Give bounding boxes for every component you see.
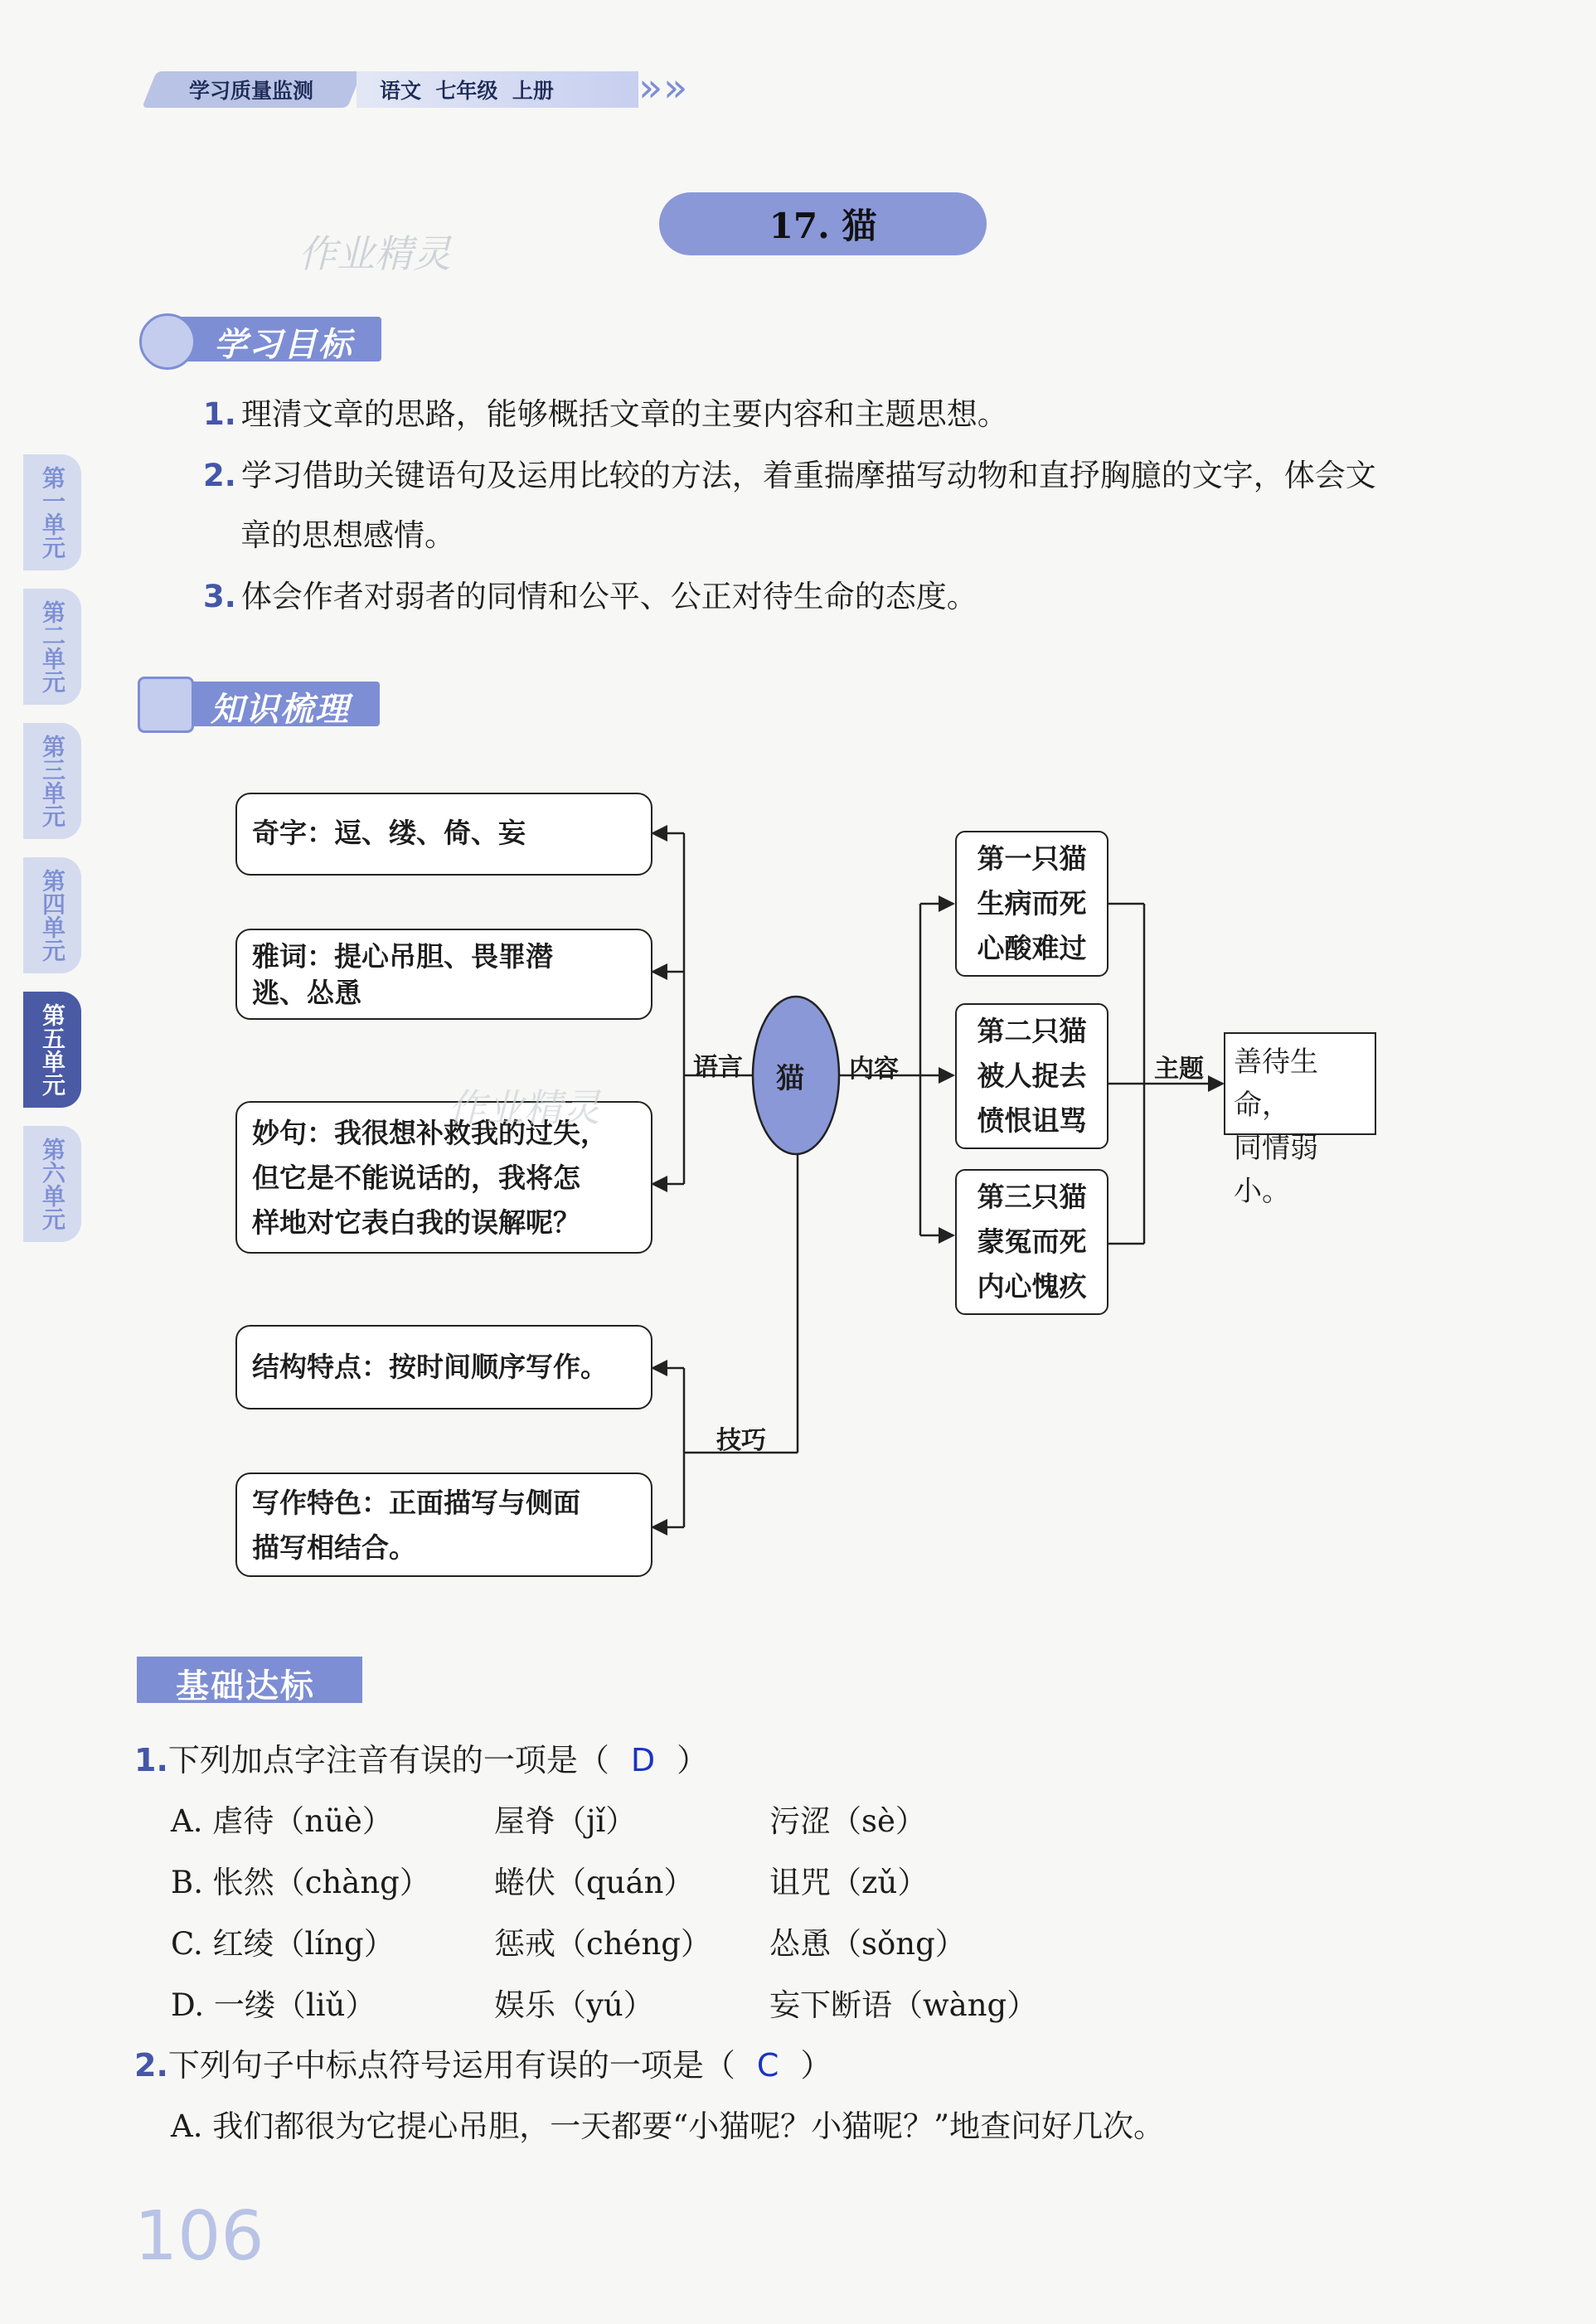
section-goals-title: 学习目标	[214, 326, 353, 364]
question-2-stem: 2.下列句子中标点符号运用有误的一项是（ C ）	[134, 2047, 832, 2084]
tab-unit-1[interactable]: 第一单元	[23, 454, 81, 570]
label-theme: 主题	[1154, 1055, 1204, 1084]
chevron-right-icon: »	[638, 65, 663, 111]
diagram-center: 猫	[776, 1062, 804, 1095]
answer-2: C	[756, 2047, 779, 2084]
diagram-box-fine-sentence: 妙句：我很想补救我的过失， 但它是不能说话的，我将怎 样地对它表白我的误解呢？	[235, 1101, 652, 1254]
label-content: 内容	[849, 1055, 899, 1084]
q1-option-a-3: 污涩（sè）	[769, 1803, 926, 1839]
section-knowledge-title: 知识梳理	[211, 691, 350, 729]
diagram-cat-3: 第三只猫 蒙冤而死 内心愧疚	[955, 1169, 1108, 1315]
header-subject: 语文 七年级 上册	[380, 79, 554, 103]
q1-option-d-3: 妄下断语（wàng）	[769, 1987, 1038, 2023]
diagram-cat-1: 第一只猫 生病而死 心酸难过	[955, 831, 1108, 977]
q1-option-d-2: 娱乐（yú）	[494, 1987, 654, 2023]
q1-option-a-1: A. 虐待（nüè）	[171, 1803, 393, 1839]
tab-unit-2[interactable]: 第二单元	[23, 589, 81, 705]
chevron-right-icon: »	[663, 65, 688, 111]
diagram-box-structure: 结构特点：按时间顺序写作。	[235, 1325, 652, 1409]
header-series: 学习质量监测	[189, 79, 314, 103]
question-1-stem: 1.下列加点字注音有误的一项是（ D ）	[134, 1742, 709, 1778]
diagram-box-elegant-words: 雅词：提心吊胆、畏罪潜 逃、怂恿	[235, 929, 652, 1020]
diagram-box-writing-feature: 写作特色：正面描写与侧面 描写相结合。	[235, 1473, 652, 1577]
answer-1: D	[630, 1742, 656, 1778]
lesson-title: 17. 猫	[769, 206, 877, 246]
diagram-box-rare-words: 奇字：逗、缕、倚、妄	[235, 793, 652, 876]
goal-item-continued: 章的思想感情。	[240, 517, 455, 553]
q1-option-b-1: B. 怅然（chàng）	[171, 1865, 430, 1900]
diagram-theme-box: 善待生命， 同情弱小。	[1224, 1032, 1376, 1135]
q1-option-c-3: 怂恿（sǒng）	[769, 1926, 966, 1962]
tab-unit-5[interactable]: 第五单元	[23, 992, 81, 1108]
tab-unit-4[interactable]: 第四单元	[23, 857, 81, 973]
label-skill: 技巧	[716, 1426, 766, 1455]
q1-option-a-2: 屋脊（jǐ）	[494, 1803, 637, 1839]
watermark: 作业精灵	[298, 231, 451, 276]
q1-option-b-2: 蜷伏（quán）	[494, 1865, 695, 1900]
tab-unit-3[interactable]: 第三单元	[23, 723, 81, 839]
q2-option-a: A. 我们都很为它提心吊胆，一天都要“小猫呢？小猫呢？”地查问好几次。	[171, 2108, 1165, 2144]
label-language: 语言	[693, 1053, 743, 1082]
goal-item: 1. 理清文章的思路，能够概括文章的主要内容和主题思想。	[203, 396, 1008, 432]
q1-option-c-1: C. 红绫（líng）	[171, 1926, 395, 1962]
q1-option-d-1: D. 一缕（liǔ）	[171, 1987, 376, 2023]
section-basics-title: 基础达标	[176, 1667, 315, 1705]
q1-option-c-2: 惩戒（chéng）	[494, 1926, 711, 1962]
tab-unit-6[interactable]: 第六单元	[23, 1126, 81, 1242]
watermark: 作业精灵	[448, 1085, 600, 1130]
page-number: 106	[134, 2197, 264, 2276]
goal-item: 3. 体会作者对弱者的同情和公平、公正对待生命的态度。	[203, 579, 977, 614]
q1-option-b-3: 诅咒（zǔ）	[769, 1865, 929, 1900]
diagram-cat-2: 第二只猫 被人捉去 愤恨诅骂	[955, 1003, 1108, 1149]
goal-item: 2. 学习借助关键语句及运用比较的方法，着重揣摩描写动物和直抒胸臆的文字，体会文	[203, 458, 1376, 493]
